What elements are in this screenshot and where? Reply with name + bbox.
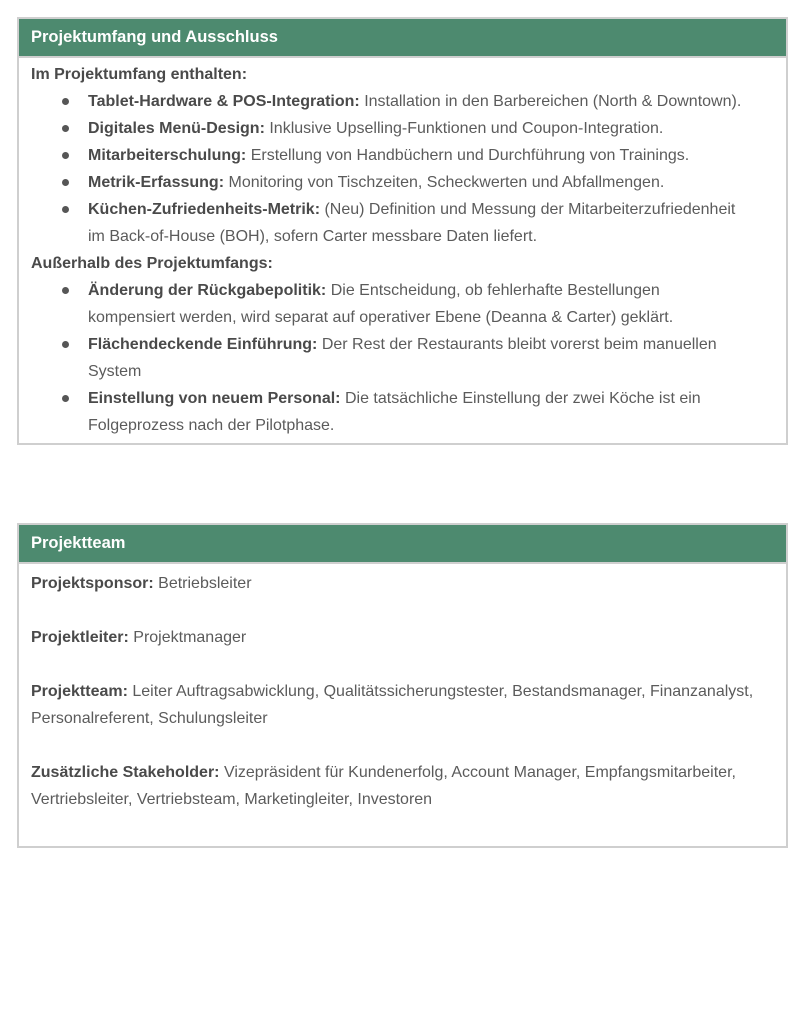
bullet-icon (62, 98, 69, 105)
item-lead: Einstellung von neuem Personal: (88, 390, 341, 407)
team-entry (31, 570, 774, 597)
in-scope-list (31, 88, 748, 250)
item-text: Installation in den Barbereichen (North & Downtown). (364, 93, 742, 110)
item-text: Inklusive Upselling-Funktionen und Coupon-Integration. (269, 120, 664, 137)
entry-lead: Projektteam: (31, 683, 128, 700)
item-text: (Neu) Definition und Messung der Mitarbeiterzufriedenheit im Back-of-House (BOH), sofern Carter messbare Daten liefert. (88, 201, 736, 245)
scope-item (31, 277, 748, 331)
scope-item (31, 115, 748, 142)
scope-item (31, 331, 748, 385)
scope-item (31, 169, 748, 196)
scope-item (31, 142, 748, 169)
entry-text: Betriebsleiter (158, 575, 252, 592)
item-lead: Flächendeckende Einführung: (88, 336, 318, 353)
entry-text: Leiter Auftragsabwicklung, Qualitätssicherungstester, Bestandsmanager, Finanzanalyst, Personalreferent, Schulungsleiter (31, 683, 754, 727)
entry-text: Projektmanager (133, 629, 247, 646)
item-lead: Änderung der Rückgabepolitik: (88, 282, 327, 299)
bullet-icon (62, 179, 69, 186)
section-team-card (17, 523, 788, 848)
scope-title: Projektumfang und Ausschluss (31, 28, 278, 46)
scope-body (19, 58, 786, 443)
team-entry (31, 678, 774, 732)
item-text: Der Rest der Restaurants bleibt vorerst beim manuellen System (88, 336, 717, 380)
item-text: Erstellung von Handbüchern und Durchführung von Trainings. (250, 147, 690, 164)
item-text: Die tatsächliche Einstellung der zwei Köche ist ein Folgeprozess nach der Pilotphase. (88, 390, 701, 434)
team-body (19, 564, 786, 846)
entry-text: Vizepräsident für Kundenerfolg, Account Manager, Empfangsmitarbeiter, Vertriebsleiter, Vertriebsteam, Marketingleiter, Investoren (31, 764, 736, 808)
out-of-scope-heading: Außerhalb des Projektumfangs: (31, 255, 273, 272)
bullet-icon (62, 125, 69, 132)
scope-item (31, 196, 748, 250)
item-lead: Metrik-Erfassung: (88, 174, 225, 191)
item-text: Monitoring von Tischzeiten, Scheckwerten und Abfallmengen. (228, 174, 665, 191)
entry-lead: Projektleiter: (31, 629, 129, 646)
team-entry (31, 759, 774, 813)
scope-header-bar (19, 19, 786, 58)
item-lead: Tablet-Hardware & POS-Integration: (88, 93, 360, 110)
in-scope-heading: Im Projektumfang enthalten: (31, 66, 248, 83)
team-title: Projektteam (31, 534, 126, 552)
team-entry (31, 624, 774, 651)
team-header-bar (19, 525, 786, 564)
entry-lead: Projektsponsor: (31, 575, 154, 592)
bullet-icon (62, 287, 69, 294)
section-scope-card (17, 17, 788, 445)
out-of-scope-list (31, 277, 748, 439)
item-lead: Digitales Menü-Design: (88, 120, 265, 137)
scope-item (31, 385, 748, 439)
bullet-icon (62, 152, 69, 159)
bullet-icon (62, 341, 69, 348)
entry-lead: Zusätzliche Stakeholder: (31, 764, 220, 781)
bullet-icon (62, 206, 69, 213)
item-text: Die Entscheidung, ob fehlerhafte Bestellungen kompensiert werden, wird separat auf operativer Ebene (Deanna & Carter) geklärt. (88, 282, 674, 326)
item-lead: Küchen-Zufriedenheits-Metrik: (88, 201, 321, 218)
scope-item (31, 88, 748, 115)
item-lead: Mitarbeiterschulung: (88, 147, 247, 164)
bullet-icon (62, 395, 69, 402)
